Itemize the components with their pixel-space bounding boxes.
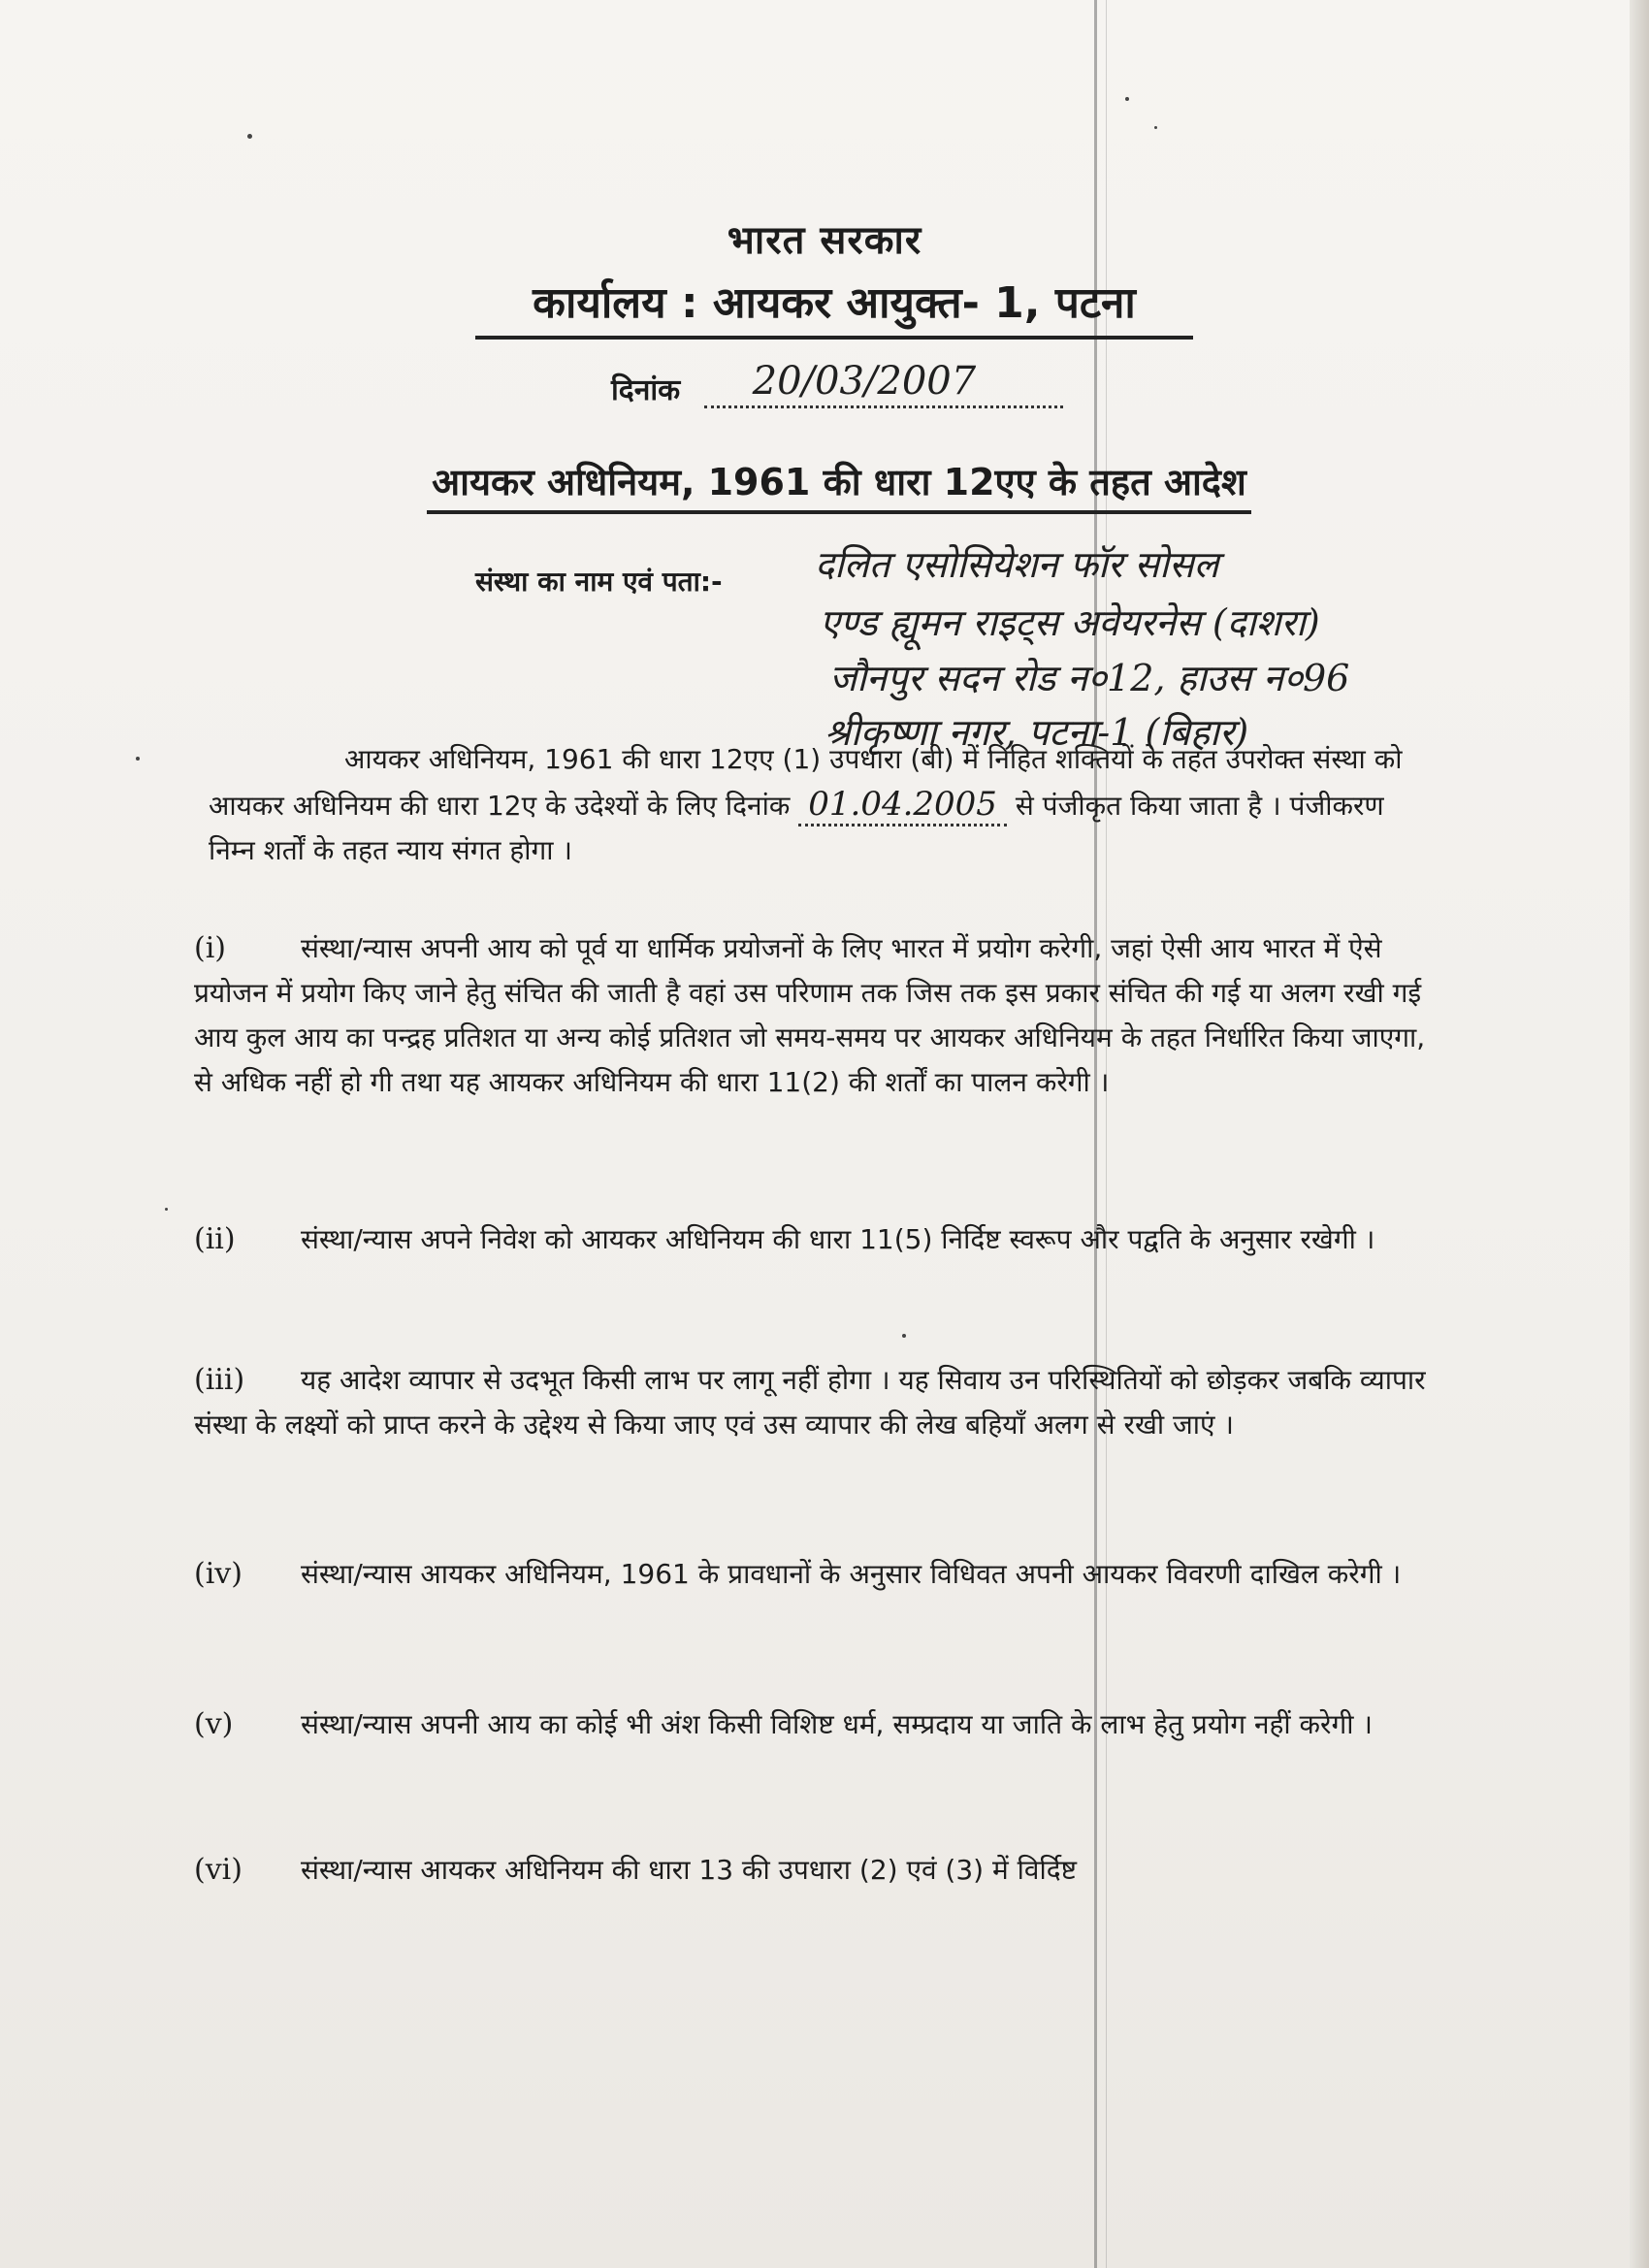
- condition-1: [194, 926, 1426, 1105]
- condition-text: संस्था/न्यास अपनी आय को पूर्व या धार्मिक प्रयोजनों के लिए भारत में प्रयोग करेगी, जहां ऐसी आय भारत में ऐसे प्रयोजन में प्रयोग किए जाने हेतु संचित की जाती है वहां उस परिणाम तक जिस तक इस प्रकार संचित की गई या अलग रखी गई आय कुल आय का पन्द्रह प्रतिशत या अन्य कोई प्रतिशत जो समय-समय पर आयकर अधिनियम के तहत निर्धारित किया जाएगा, से अधिक नहीं हो गी तथा यह आयकर अधिनियम की धारा 11(2) की शर्तों का पालन करेगी ।: [194, 932, 1426, 1098]
- office-title: कार्यालय : आयकर आयुक्त- 1, पटना: [475, 272, 1193, 340]
- page-edge-shadow: [1630, 0, 1649, 2268]
- date-row: [611, 359, 1063, 408]
- condition-4: [194, 1552, 1426, 1597]
- condition-number: (v): [194, 1707, 234, 1741]
- date-label: दिनांक: [611, 373, 681, 407]
- condition-2: [194, 1217, 1426, 1262]
- condition-text: संस्था/न्यास आयकर अधिनियम की धारा 13 की उपधारा (2) एवं (3) में विर्दिष्ट: [301, 1854, 1077, 1886]
- scan-speck: [136, 757, 140, 761]
- order-title: आयकर अधिनियम, 1961 की धारा 12एए के तहत आदेश: [427, 456, 1251, 514]
- organization-label: संस्था का नाम एवं पता:-: [475, 566, 723, 598]
- condition-number: (iii): [194, 1363, 245, 1397]
- condition-text: संस्था/न्यास अपने निवेश को आयकर अधिनियम की धारा 11(5) निर्दिष्ट स्वरूप और पद्वति के अनुसार रखेगी ।: [301, 1223, 1375, 1255]
- condition-number: (iv): [194, 1557, 242, 1591]
- condition-text: संस्था/न्यास आयकर अधिनियम, 1961 के प्रावधानों के अनुसार विधिवत अपनी आयकर विवरणी दाखिल करेगी ।: [301, 1558, 1402, 1590]
- condition-number: (ii): [194, 1222, 236, 1256]
- organization-address-line-1: जौनपुर सदन रोड न०12, हाउस न०96: [829, 657, 1350, 699]
- condition-text: यह आदेश व्यापार से उदभूत किसी लाभ पर लागू नहीं होगा । यह सिवाय उन परिस्थितियों को छोड़कर जबकि व्यापार संस्था के लक्ष्यों को प्राप्त करने के उद्देश्य से किया जाए एवं उस व्यापार की लेख बहियाँ अलग से रखी जाएं ।: [194, 1364, 1426, 1441]
- fold-line-secondary: [1106, 0, 1107, 2268]
- organization-address-line-2: श्रीकृष्णा नगर, पटना-1 (बिहार): [824, 711, 1249, 754]
- condition-number: (i): [194, 931, 227, 965]
- registration-text-before: आयकर अधिनियम, 1961 की धारा 12एए (1) उपधारा (बी) में निहित शक्तियों के तहत उपरोक्त संस्था को आयकर अधिनियम की धारा 12ए के उदेश्यों के लिए दिनांक: [209, 743, 1403, 822]
- condition-text: संस्था/न्यास अपनी आय का कोई भी अंश किसी विशिष्ट धर्म, सम्प्रदाय या जाति के लाभ हेतु प्रयोग नहीं करेगी ।: [301, 1708, 1374, 1740]
- registration-date-handwritten: 01.04.2005: [798, 785, 1007, 826]
- organization-name-line-2: एण्ड ह्यूमन राइट्स अवेयरनेस (दाशरा): [820, 601, 1320, 644]
- organization-name-line-1: दलित एसोसियेशन फॉर सोसल: [815, 543, 1219, 586]
- government-title: भारत सरकार: [727, 218, 922, 263]
- registration-paragraph: [209, 737, 1421, 873]
- date-field: [704, 359, 1063, 408]
- scan-speck: [902, 1334, 906, 1338]
- condition-number: (vi): [194, 1853, 242, 1887]
- date-handwritten: 20/03/2007: [752, 359, 977, 404]
- scan-speck: [165, 1208, 168, 1211]
- fold-line: [1094, 0, 1097, 2268]
- scan-speck: [247, 134, 252, 139]
- registration-text-after: से पंजीकृत किया जाता है । पंजीकरण निम्न शर्तों के तहत न्याय संगत होगा ।: [209, 790, 1384, 866]
- scan-speck: [1125, 97, 1129, 101]
- condition-3: [194, 1358, 1426, 1447]
- scan-speck: [1154, 126, 1157, 129]
- condition-5: [194, 1702, 1426, 1747]
- condition-6: [194, 1848, 1426, 1893]
